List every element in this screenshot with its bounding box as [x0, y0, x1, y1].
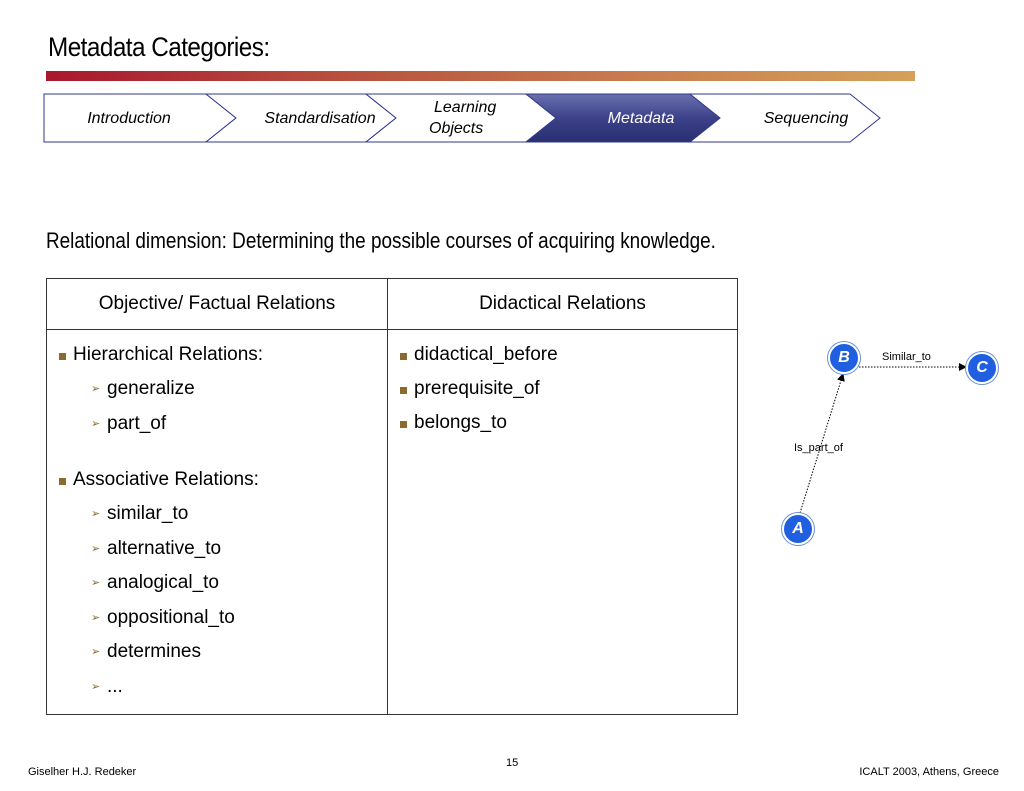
relations-table: [46, 278, 738, 715]
didactical-relations-list: [388, 338, 737, 440]
footer-author: Giselher H.J. Redeker: [28, 766, 137, 778]
nav-step-label-standardisation: Standardisation: [264, 110, 376, 127]
associative-sublist: [73, 497, 387, 704]
nav-step-label-metadata: Metadata: [607, 110, 675, 127]
list-item: ➢ analogical_to: [107, 566, 387, 601]
nav-chevrons: [0, 0, 1024, 160]
relation-diagram: [770, 330, 1020, 560]
hierarchical-sublist: [73, 372, 387, 441]
list-item: ➢ determines: [107, 635, 387, 670]
list-item: ➢ part_of: [107, 407, 387, 442]
associative-relations-label: Associative Relations:: [73, 469, 259, 490]
header-objective-relations: Objective/ Factual Relations: [47, 279, 388, 330]
nav-step-label-line1: Learning: [434, 99, 497, 116]
objective-relations-cell: [47, 330, 388, 715]
table-body-row: [47, 330, 738, 715]
section-navigation: [0, 0, 1024, 160]
edge-label-is-part-of: Is_part_of: [794, 442, 843, 454]
table-header-row: [47, 279, 738, 330]
node-b: B: [828, 342, 860, 374]
list-item: ➢ generalize: [107, 372, 387, 407]
hierarchical-relations-label: Hierarchical Relations:: [73, 344, 264, 365]
edge-label-similar-to: Similar_to: [882, 351, 931, 363]
node-a: A: [782, 513, 814, 545]
list-item: ➢ oppositional_to: [107, 601, 387, 636]
nav-step-label-introduction: Introduction: [87, 110, 171, 127]
list-item: ➢ similar_to: [107, 497, 387, 532]
nav-step-label-sequencing: Sequencing: [763, 110, 849, 127]
node-c: C: [966, 352, 998, 384]
page-number: 15: [506, 757, 519, 769]
hierarchical-relations-item: [57, 338, 387, 441]
nav-step-label-learning-objects: [429, 97, 509, 139]
nav-step-label-line2: Objects: [429, 120, 484, 137]
list-item: belongs_to: [398, 406, 737, 440]
list-item: ➢ alternative_to: [107, 532, 387, 567]
slide-title: Metadata Categories:: [48, 32, 270, 62]
footer-event: ICALT 2003, Athens, Greece: [859, 766, 999, 778]
list-item: prerequisite_of: [398, 372, 737, 406]
objective-relations-list: [47, 338, 387, 704]
slide-subtitle: Relational dimension: Determining the possible courses of acquiring knowledge.: [46, 228, 716, 253]
header-didactical-relations: Didactical Relations: [388, 279, 738, 330]
associative-relations-item: [57, 463, 387, 704]
list-item: didactical_before: [398, 338, 737, 372]
list-item: ➢ ...: [107, 670, 387, 705]
didactical-relations-cell: [388, 330, 738, 715]
